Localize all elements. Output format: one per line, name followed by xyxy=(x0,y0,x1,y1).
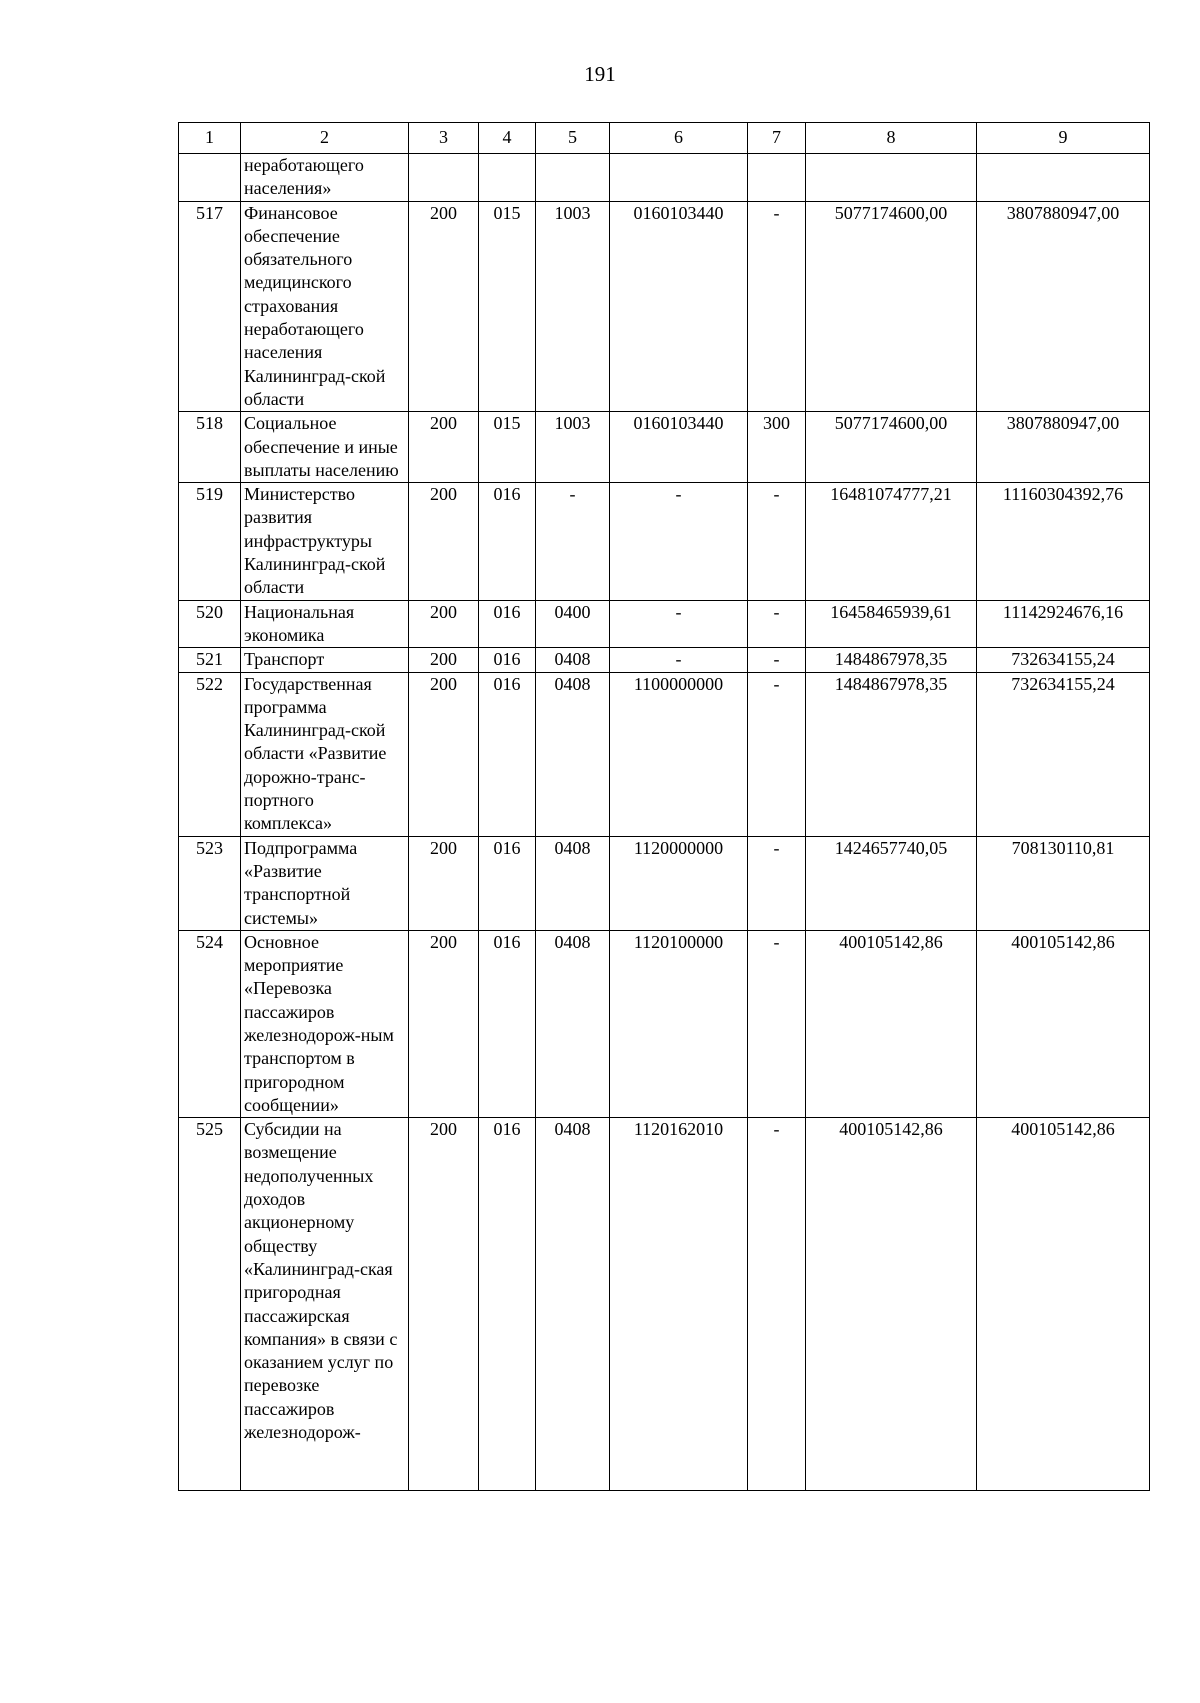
description-cell: неработающего населения» xyxy=(241,154,409,202)
target-code-cell: 1120162010 xyxy=(610,1118,748,1491)
ministry-code-cell: 016 xyxy=(479,483,536,600)
code-cell xyxy=(409,154,479,202)
ministry-code-cell xyxy=(479,154,536,202)
section-code-cell: 1003 xyxy=(536,201,610,412)
column-header: 3 xyxy=(409,123,479,154)
code-cell: 200 xyxy=(409,836,479,930)
amount-cell xyxy=(977,154,1150,202)
target-code-cell: 0160103440 xyxy=(610,201,748,412)
description-cell: Государственная программа Калининград-ской области «Развитие дорожно-транс-портного комплекса» xyxy=(241,672,409,836)
amount-cell: 400105142,86 xyxy=(977,930,1150,1117)
target-code-cell: 0160103440 xyxy=(610,412,748,483)
target-code-cell xyxy=(610,154,748,202)
description-cell: Транспорт xyxy=(241,648,409,672)
expense-type-cell: - xyxy=(748,930,806,1117)
ministry-code-cell: 016 xyxy=(479,672,536,836)
expense-type-cell: - xyxy=(748,648,806,672)
ministry-code-cell: 015 xyxy=(479,412,536,483)
expense-type-cell xyxy=(748,154,806,202)
amount-cell: 1424657740,05 xyxy=(806,836,977,930)
column-header: 7 xyxy=(748,123,806,154)
ministry-code-cell: 016 xyxy=(479,600,536,648)
expense-type-cell: - xyxy=(748,483,806,600)
row-number-cell xyxy=(179,154,241,202)
column-header: 1 xyxy=(179,123,241,154)
code-cell: 200 xyxy=(409,412,479,483)
amount-cell: 1484867978,35 xyxy=(806,648,977,672)
expense-type-cell: - xyxy=(748,836,806,930)
table-row xyxy=(179,1118,1150,1491)
description-cell: Подпрограмма «Развитие транспортной системы» xyxy=(241,836,409,930)
table-row xyxy=(179,836,1150,930)
description-cell: Министерство развития инфраструктуры Калининград-ской области xyxy=(241,483,409,600)
expense-type-cell: - xyxy=(748,600,806,648)
section-code-cell: 0400 xyxy=(536,600,610,648)
column-header: 8 xyxy=(806,123,977,154)
ministry-code-cell: 016 xyxy=(479,648,536,672)
column-header: 5 xyxy=(536,123,610,154)
table-row xyxy=(179,930,1150,1117)
ministry-code-cell: 016 xyxy=(479,836,536,930)
code-cell: 200 xyxy=(409,483,479,600)
row-number-cell: 519 xyxy=(179,483,241,600)
row-number-cell: 522 xyxy=(179,672,241,836)
row-number-cell: 524 xyxy=(179,930,241,1117)
amount-cell: 16458465939,61 xyxy=(806,600,977,648)
amount-cell: 1484867978,35 xyxy=(806,672,977,836)
amount-cell: 5077174600,00 xyxy=(806,412,977,483)
code-cell: 200 xyxy=(409,648,479,672)
table-header-row xyxy=(179,123,1150,154)
table-row xyxy=(179,672,1150,836)
row-number-cell: 520 xyxy=(179,600,241,648)
section-code-cell: 1003 xyxy=(536,412,610,483)
table-row xyxy=(179,600,1150,648)
amount-cell: 732634155,24 xyxy=(977,672,1150,836)
table-row xyxy=(179,154,1150,202)
amount-cell: 11142924676,16 xyxy=(977,600,1150,648)
amount-cell: 400105142,86 xyxy=(806,1118,977,1491)
amount-cell: 16481074777,21 xyxy=(806,483,977,600)
code-cell: 200 xyxy=(409,930,479,1117)
section-code-cell: 0408 xyxy=(536,836,610,930)
column-header: 6 xyxy=(610,123,748,154)
amount-cell: 3807880947,00 xyxy=(977,412,1150,483)
description-cell: Основное мероприятие «Перевозка пассажиров железнодорож-ным транспортом в пригородном сообщении» xyxy=(241,930,409,1117)
row-number-cell: 521 xyxy=(179,648,241,672)
section-code-cell: 0408 xyxy=(536,1118,610,1491)
amount-cell xyxy=(806,154,977,202)
code-cell: 200 xyxy=(409,600,479,648)
column-header: 4 xyxy=(479,123,536,154)
expense-type-cell: 300 xyxy=(748,412,806,483)
description-cell: Финансовое обеспечение обязательного медицинского страхования неработающего населения Калининград-ской области xyxy=(241,201,409,412)
section-code-cell: - xyxy=(536,483,610,600)
target-code-cell: - xyxy=(610,648,748,672)
amount-cell: 3807880947,00 xyxy=(977,201,1150,412)
section-code-cell: 0408 xyxy=(536,930,610,1117)
table-row xyxy=(179,483,1150,600)
row-number-cell: 517 xyxy=(179,201,241,412)
description-cell: Субсидии на возмещение недополученных доходов акционерному обществу «Калининград-ская пригородная пассажирская компания» в связи с оказанием услуг по перевозке пассажиров железнодорож- xyxy=(241,1118,409,1491)
target-code-cell: 1120100000 xyxy=(610,930,748,1117)
target-code-cell: 1100000000 xyxy=(610,672,748,836)
row-number-cell: 523 xyxy=(179,836,241,930)
target-code-cell: - xyxy=(610,600,748,648)
target-code-cell: - xyxy=(610,483,748,600)
table-row xyxy=(179,648,1150,672)
expense-type-cell: - xyxy=(748,201,806,412)
amount-cell: 732634155,24 xyxy=(977,648,1150,672)
amount-cell: 11160304392,76 xyxy=(977,483,1150,600)
description-cell: Социальное обеспечение и иные выплаты населению xyxy=(241,412,409,483)
description-cell: Национальная экономика xyxy=(241,600,409,648)
budget-table xyxy=(178,122,1150,1491)
row-number-cell: 518 xyxy=(179,412,241,483)
section-code-cell: 0408 xyxy=(536,648,610,672)
column-header: 2 xyxy=(241,123,409,154)
page-number: 191 xyxy=(584,62,616,86)
target-code-cell: 1120000000 xyxy=(610,836,748,930)
column-header: 9 xyxy=(977,123,1150,154)
table-row xyxy=(179,412,1150,483)
section-code-cell xyxy=(536,154,610,202)
expense-type-cell: - xyxy=(748,1118,806,1491)
code-cell: 200 xyxy=(409,201,479,412)
ministry-code-cell: 016 xyxy=(479,930,536,1117)
amount-cell: 400105142,86 xyxy=(806,930,977,1117)
code-cell: 200 xyxy=(409,672,479,836)
ministry-code-cell: 016 xyxy=(479,1118,536,1491)
section-code-cell: 0408 xyxy=(536,672,610,836)
amount-cell: 400105142,86 xyxy=(977,1118,1150,1491)
ministry-code-cell: 015 xyxy=(479,201,536,412)
expense-type-cell: - xyxy=(748,672,806,836)
code-cell: 200 xyxy=(409,1118,479,1491)
amount-cell: 708130110,81 xyxy=(977,836,1150,930)
table-row xyxy=(179,201,1150,412)
amount-cell: 5077174600,00 xyxy=(806,201,977,412)
row-number-cell: 525 xyxy=(179,1118,241,1491)
